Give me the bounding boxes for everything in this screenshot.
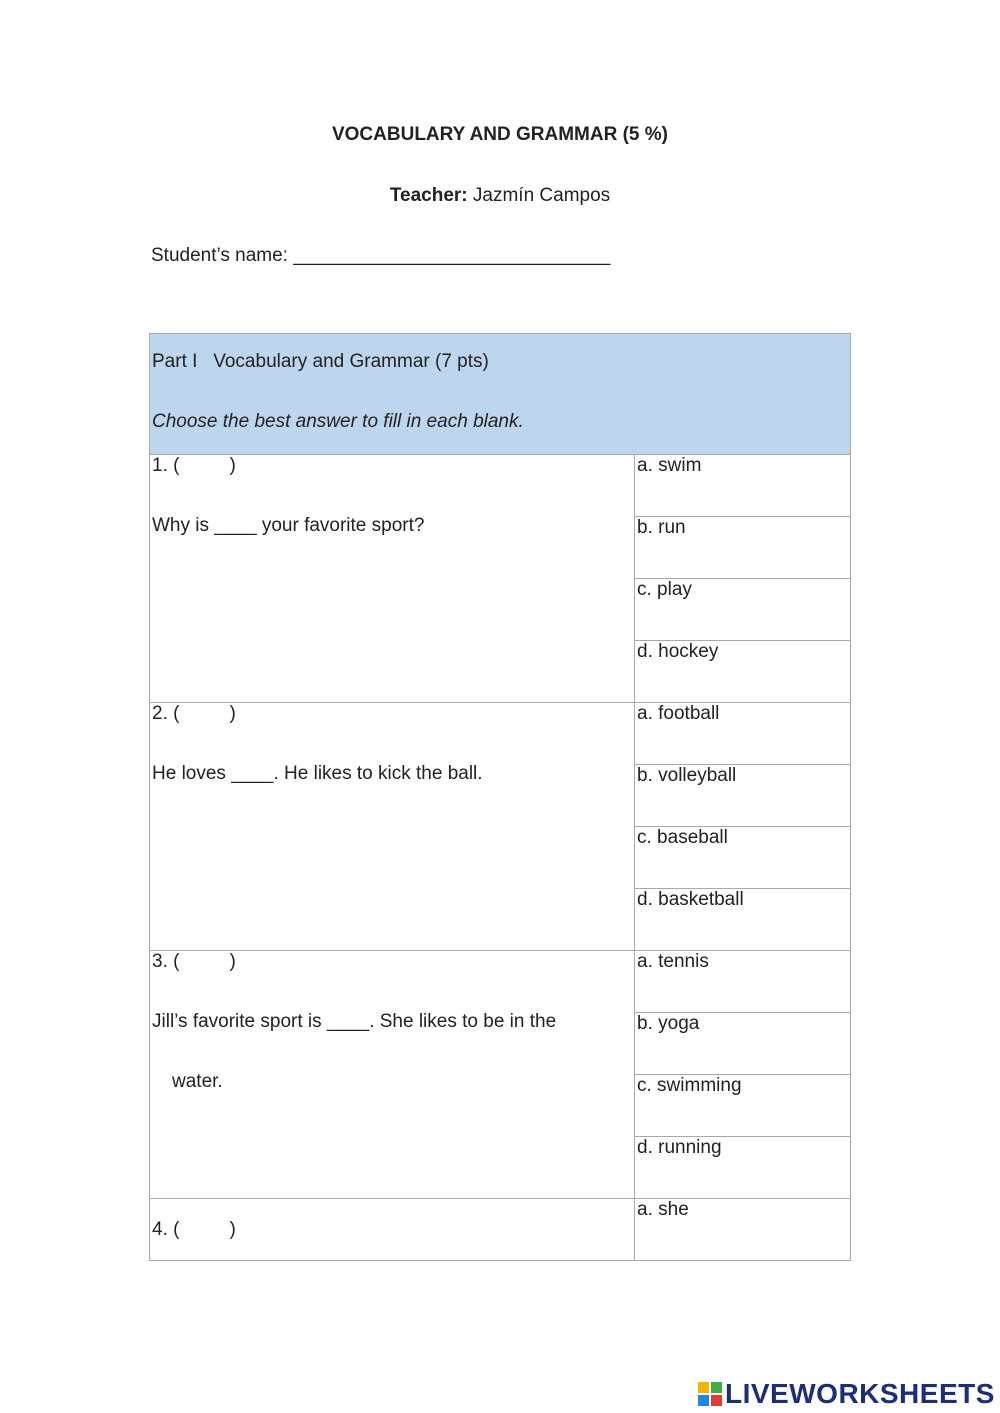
question-text: He loves ____. He likes to kick the ball. <box>152 763 483 784</box>
answer-option[interactable]: d. running <box>635 1137 851 1199</box>
question-cell <box>150 951 635 1199</box>
part-instruction: Choose the best answer to fill in each blank. <box>152 411 524 432</box>
liveworksheets-brand: LIVEWORKSHEETS <box>725 1378 995 1409</box>
part-header-row <box>150 334 851 455</box>
answer-option[interactable]: d. basketball <box>635 889 851 951</box>
question-text-continued: water. <box>172 1071 223 1092</box>
part-header <box>150 334 851 455</box>
question-cell <box>150 455 635 703</box>
answer-option[interactable]: b. run <box>635 517 851 579</box>
answer-option[interactable]: d. hockey <box>635 641 851 703</box>
question-row <box>150 703 851 765</box>
question-number: 2. ( ) <box>152 703 236 724</box>
answer-option[interactable]: a. football <box>635 703 851 765</box>
teacher-label: Teacher: <box>389 185 468 206</box>
question-number: 1. ( ) <box>152 455 236 476</box>
question-row <box>150 951 851 1013</box>
question-cell <box>150 703 635 951</box>
student-name-line <box>151 245 610 267</box>
answer-option[interactable]: c. play <box>635 579 851 641</box>
question-text: Why is ____ your favorite sport? <box>152 515 425 536</box>
worksheet-title: VOCABULARY AND GRAMMAR (5 %) <box>331 124 669 145</box>
question-text: Jill’s favorite sport is ____. She likes to be in the <box>152 1011 557 1032</box>
answer-option[interactable]: c. swimming <box>635 1075 851 1137</box>
answer-option[interactable]: a. swim <box>635 455 851 517</box>
quiz-table <box>149 333 851 1261</box>
answer-option[interactable]: a. she <box>635 1199 851 1261</box>
teacher-line <box>0 185 1000 207</box>
teacher-name: Jazmín Campos <box>472 185 611 206</box>
question-row <box>150 455 851 517</box>
liveworksheets-logo-icon <box>698 1382 722 1406</box>
part-title: Part I Vocabulary and Grammar (7 pts) <box>152 351 489 372</box>
question-row <box>150 1199 851 1261</box>
question-number: 4. ( ) <box>152 1218 236 1240</box>
answer-option[interactable]: b. volleyball <box>635 765 851 827</box>
answer-option[interactable]: b. yoga <box>635 1013 851 1075</box>
student-name-blank[interactable]: ______________________________ <box>293 245 611 266</box>
question-cell <box>150 1199 635 1261</box>
liveworksheets-footer <box>698 1377 995 1411</box>
answer-option[interactable]: a. tennis <box>635 951 851 1013</box>
answer-option[interactable]: c. baseball <box>635 827 851 889</box>
question-number: 3. ( ) <box>152 951 236 972</box>
student-name-label: Student’s name: <box>151 245 288 266</box>
